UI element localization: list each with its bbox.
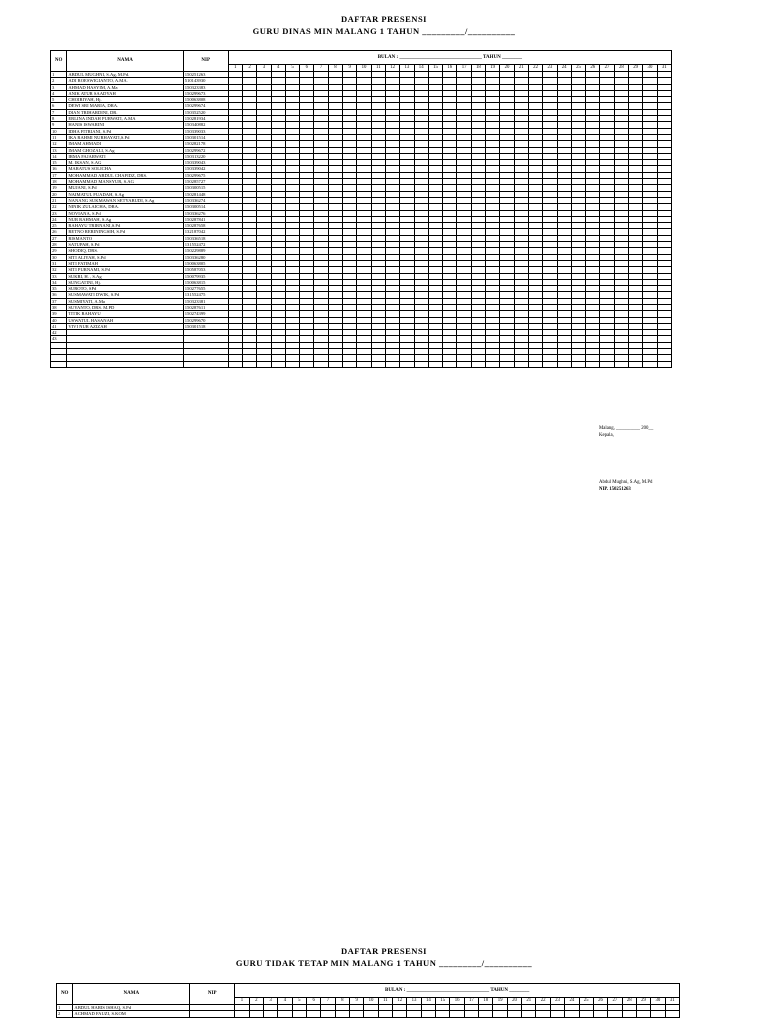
cell-no: 28 <box>51 242 67 248</box>
cell-nama: NINIK ZULAICHA, DRA. <box>67 204 183 210</box>
day-header-11: 11 <box>378 997 392 1004</box>
attendance-cell-day-24[interactable] <box>557 361 571 367</box>
cell-no: 22 <box>51 204 67 210</box>
day-header-24: 24 <box>557 64 571 71</box>
day-header-18: 18 <box>479 997 493 1004</box>
cell-no: 13 <box>51 147 67 153</box>
cell-nama: SITI PURNAMI, S.Pd <box>67 267 183 273</box>
cell-no: 42 <box>51 330 67 336</box>
attendance-cell-day-25[interactable] <box>579 1011 593 1017</box>
cell-nip: 150079935 <box>183 273 228 279</box>
cell-no: 17 <box>51 172 67 178</box>
cell-no: 40 <box>51 317 67 323</box>
cell-no: 31 <box>51 260 67 266</box>
cell-nama: ERLINA INDAH PURWATI, A.MA <box>67 116 183 122</box>
signature-place-date: Malang, __________ 200__ <box>599 426 654 431</box>
day-header-17: 17 <box>457 64 471 71</box>
attendance-table-guru-dinas <box>50 50 672 368</box>
cell-nama: IKA RAHMI NURHAYATI,S.Pd <box>67 134 183 140</box>
cell-no: 16 <box>51 166 67 172</box>
day-header-6: 6 <box>306 997 320 1004</box>
cell-no: 1 <box>57 1005 73 1011</box>
cell-nip: 150301518 <box>183 323 228 329</box>
day-header-4: 4 <box>278 997 292 1004</box>
cell-nama: ACHMAD FAUZI, S.KOM <box>73 1011 190 1017</box>
cell-no: 18 <box>51 179 67 185</box>
cell-nama: NOVIANA, S.Pd <box>67 210 183 216</box>
day-header-3: 3 <box>263 997 277 1004</box>
day-header-25: 25 <box>571 64 585 71</box>
cell-nip: 150063808 <box>183 97 228 103</box>
cell-nip: 150287611 <box>183 304 228 310</box>
table-row <box>51 361 672 367</box>
day-header-22: 22 <box>536 997 550 1004</box>
col-header-nama: NAMA <box>67 51 183 72</box>
attendance-cell-day-23[interactable] <box>543 361 557 367</box>
day-header-2: 2 <box>249 997 263 1004</box>
cell-nip: 150299670 <box>183 317 228 323</box>
cell-no: 33 <box>51 273 67 279</box>
attendance-cell-day-30[interactable] <box>643 361 657 367</box>
day-header-24: 24 <box>565 997 579 1004</box>
attendance-cell-day-2[interactable] <box>249 1011 263 1017</box>
cell-nip: 150336274 <box>183 197 228 203</box>
cell-no: 14 <box>51 153 67 159</box>
cell-no: 32 <box>51 267 67 273</box>
cell-nama: MOHAMMAD ABDUL CHAFIDZ, DRS. <box>67 172 183 178</box>
day-header-7: 7 <box>314 64 328 71</box>
attendance-cell-day-13[interactable] <box>407 1011 421 1017</box>
cell-nip: 150340882 <box>183 122 228 128</box>
day-header-23: 23 <box>543 64 557 71</box>
cell-nip: 150301514 <box>183 134 228 140</box>
cell-nama: HANIS ISWARINI <box>67 122 183 128</box>
cell-nama: USWATUL HASANAH <box>67 317 183 323</box>
cell-nip <box>190 1011 235 1017</box>
attendance-cell-day-9[interactable] <box>350 1011 364 1017</box>
cell-nip: 131552475 <box>183 292 228 298</box>
cell-no: 24 <box>51 216 67 222</box>
cell-nip: 150587053 <box>183 267 228 273</box>
attendance-cell-day-26[interactable] <box>586 361 600 367</box>
cell-no: 15 <box>51 160 67 166</box>
cell-nip: 150352520 <box>183 109 228 115</box>
cell-nip: 510143930 <box>183 78 228 84</box>
day-header-16: 16 <box>450 997 464 1004</box>
day-header-8: 8 <box>335 997 349 1004</box>
attendance-cell-day-14[interactable] <box>421 1011 435 1017</box>
cell-nip: 150287658 <box>183 223 228 229</box>
attendance-cell-day-8[interactable] <box>335 1011 349 1017</box>
day-header-9: 9 <box>350 997 364 1004</box>
day-header-4: 4 <box>271 64 285 71</box>
cell-no: 11 <box>51 134 67 140</box>
attendance-cell-day-16[interactable] <box>450 1011 464 1017</box>
attendance-cell-day-23[interactable] <box>550 1011 564 1017</box>
day-header-15: 15 <box>436 997 450 1004</box>
day-header-22: 22 <box>528 64 542 71</box>
cell-no: 39 <box>51 311 67 317</box>
cell-no: 2 <box>51 78 67 84</box>
cell-no: 3 <box>51 84 67 90</box>
cell-nip: 150229889 <box>183 248 228 254</box>
cell-nama: SATUPAH, S.Pd <box>67 242 183 248</box>
cell-no: 26 <box>51 229 67 235</box>
cell-no: 43 <box>51 336 67 342</box>
day-header-10: 10 <box>357 64 371 71</box>
attendance-cell-day-29[interactable] <box>629 361 643 367</box>
cell-nama: ABDUL MUGHNI, S.Ag, M.Pd. <box>67 72 183 78</box>
day-header-27: 27 <box>600 64 614 71</box>
attendance-cell-day-7[interactable] <box>321 1011 335 1017</box>
cell-nama: DEWI SRI MARIA, DRA. <box>67 103 183 109</box>
cell-nama: ABDUL HARIS ISHAQ, S.Pd <box>73 1005 190 1011</box>
attendance-cell-day-26[interactable] <box>593 1011 607 1017</box>
cell-nama: IDHA FITRIANI, S.Pd <box>67 128 183 134</box>
attendance-cell-day-5[interactable] <box>285 361 299 367</box>
day-header-29: 29 <box>636 997 650 1004</box>
col-header-no: NO <box>57 984 73 1005</box>
cell-no <box>51 361 67 367</box>
cell-nama: MUJANI, S.Pd <box>67 185 183 191</box>
day-header-10: 10 <box>364 997 378 1004</box>
cell-nip: 150300515 <box>183 185 228 191</box>
attendance-cell-day-1[interactable] <box>235 1011 249 1017</box>
cell-nama: MARATUS SOLICHA <box>67 166 183 172</box>
attendance-cell-day-20[interactable] <box>500 361 514 367</box>
day-header-7: 7 <box>321 997 335 1004</box>
cell-nama: SUNGATINI, Hj. <box>67 279 183 285</box>
attendance-cell-day-21[interactable] <box>522 1011 536 1017</box>
cell-nama: RETNO RERININGSIH, S.Pd <box>67 229 183 235</box>
attendance-cell-day-28[interactable] <box>614 361 628 367</box>
cell-no: 34 <box>51 279 67 285</box>
col-header-bulan-tahun: BULAN : _________________________________ TAHUN ________ <box>228 51 671 65</box>
cell-no: 1 <box>51 72 67 78</box>
day-header-9: 9 <box>343 64 357 71</box>
cell-nip: 131552472 <box>183 242 228 248</box>
attendance-cell-day-4[interactable] <box>278 1011 292 1017</box>
cell-nip: 150274399 <box>183 311 228 317</box>
attendance-cell-day-31[interactable] <box>657 361 671 367</box>
cell-no: 2 <box>57 1011 73 1017</box>
cell-no: 20 <box>51 191 67 197</box>
day-header-12: 12 <box>393 997 407 1004</box>
cell-nama: SHODIQ, DRS. <box>67 248 183 254</box>
cell-nip: 150323381 <box>183 298 228 304</box>
col-header-nip: NIP <box>190 984 235 1005</box>
cell-nip: 150313220 <box>183 153 228 159</box>
day-header-19: 19 <box>486 64 500 71</box>
cell-no: 6 <box>51 103 67 109</box>
cell-no: 7 <box>51 109 67 115</box>
cell-nip: 150299674 <box>183 103 228 109</box>
attendance-cell-day-28[interactable] <box>622 1011 636 1017</box>
table-row <box>57 1011 680 1017</box>
day-header-15: 15 <box>428 64 442 71</box>
cell-nama: CHOIRIYAH, Hj. <box>67 97 183 103</box>
day-header-8: 8 <box>328 64 342 71</box>
cell-nip: 150299672 <box>183 147 228 153</box>
day-header-14: 14 <box>414 64 428 71</box>
day-header-17: 17 <box>464 997 478 1004</box>
signature-nip: NIP. 150251263 <box>599 487 631 492</box>
cell-nip: 150339042 <box>183 166 228 172</box>
day-header-1: 1 <box>235 997 249 1004</box>
col-header-no: NO <box>51 51 67 72</box>
day-header-11: 11 <box>371 64 385 71</box>
cell-no: 8 <box>51 116 67 122</box>
cell-nama: MOHAMMAD MANSYUR, S.AG <box>67 179 183 185</box>
cell-nip: 150063805 <box>183 260 228 266</box>
cell-nama: RAHAYU TRIRNANI,S.Pd <box>67 223 183 229</box>
cell-nip: 150063815 <box>183 279 228 285</box>
day-header-18: 18 <box>471 64 485 71</box>
attendance-cell-day-6[interactable] <box>306 1011 320 1017</box>
col-header-nama: NAMA <box>73 984 190 1005</box>
col-header-nip: NIP <box>183 51 228 72</box>
cell-nip: 150285727 <box>183 179 228 185</box>
cell-nama: SUSMIYATI, A.Ma <box>67 298 183 304</box>
cell-no: 30 <box>51 254 67 260</box>
attendance-cell-day-6[interactable] <box>300 361 314 367</box>
attendance-cell-day-15[interactable] <box>428 361 442 367</box>
cell-nama: TITIK RAHAYU <box>67 311 183 317</box>
attendance-cell-day-20[interactable] <box>507 1011 521 1017</box>
attendance-cell-day-30[interactable] <box>651 1011 665 1017</box>
day-header-21: 21 <box>522 997 536 1004</box>
attendance-cell-day-15[interactable] <box>436 1011 450 1017</box>
section1-subtitle: GURU DINAS MIN MALANG 1 TAHUN _________/__________ <box>252 26 516 36</box>
cell-no: 23 <box>51 210 67 216</box>
cell-no: 35 <box>51 286 67 292</box>
attendance-cell-day-25[interactable] <box>571 361 585 367</box>
attendance-cell-day-4[interactable] <box>271 361 285 367</box>
cell-nip: 150299675 <box>183 172 228 178</box>
cell-no: 4 <box>51 90 67 96</box>
day-header-2: 2 <box>242 64 256 71</box>
attendance-cell-day-8[interactable] <box>328 361 342 367</box>
attendance-cell-day-21[interactable] <box>514 361 528 367</box>
attendance-cell-day-22[interactable] <box>536 1011 550 1017</box>
day-header-1: 1 <box>228 64 242 71</box>
attendance-cell-day-16[interactable] <box>443 361 457 367</box>
attendance-cell-day-19[interactable] <box>493 1011 507 1017</box>
cell-no: 12 <box>51 141 67 147</box>
cell-no: 19 <box>51 185 67 191</box>
attendance-cell-day-18[interactable] <box>471 361 485 367</box>
signature-name: Abdul Mughni, S.Ag, M.Pd <box>599 480 653 485</box>
day-header-31: 31 <box>665 997 679 1004</box>
cell-nip: 150336518 <box>183 235 228 241</box>
cell-nama: SUSMAWATI DWIK, S.Pd <box>67 292 183 298</box>
attendance-cell-day-24[interactable] <box>565 1011 579 1017</box>
cell-no: 5 <box>51 97 67 103</box>
cell-nip: 132187042 <box>183 229 228 235</box>
day-header-19: 19 <box>493 997 507 1004</box>
day-header-3: 3 <box>257 64 271 71</box>
cell-nip: 150251263 <box>183 72 228 78</box>
cell-no: 36 <box>51 292 67 298</box>
cell-nama: SITI FATIMAH <box>67 260 183 266</box>
cell-no: 21 <box>51 197 67 203</box>
col-header-bulan-tahun: BULAN : _________________________________ TAHUN ________ <box>235 984 680 998</box>
day-header-27: 27 <box>608 997 622 1004</box>
cell-nip: 150277655 <box>183 286 228 292</box>
cell-nama: M. IKSAN, S.AG <box>67 160 183 166</box>
attendance-cell-day-13[interactable] <box>400 361 414 367</box>
cell-no: 37 <box>51 298 67 304</box>
cell-nip: 150336276 <box>183 210 228 216</box>
cell-nama: SITI ALIYAH, S.Pd <box>67 254 183 260</box>
day-header-28: 28 <box>614 64 628 71</box>
day-header-23: 23 <box>550 997 564 1004</box>
cell-nama: IRMA FAJARWATI <box>67 153 183 159</box>
cell-no: 27 <box>51 235 67 241</box>
section2-subtitle: GURU TIDAK TETAP MIN MALANG 1 TAHUN _________/__________ <box>235 958 533 968</box>
attendance-cell-day-17[interactable] <box>464 1011 478 1017</box>
attendance-cell-day-7[interactable] <box>314 361 328 367</box>
cell-nama: VIVI NUR AZIZAH <box>67 323 183 329</box>
day-header-26: 26 <box>593 997 607 1004</box>
cell-nama: IMAM AHMADI <box>67 141 183 147</box>
cell-nip: 150282178 <box>183 141 228 147</box>
attendance-cell-day-5[interactable] <box>292 1011 306 1017</box>
section2-title: DAFTAR PRESENSI <box>341 946 427 956</box>
cell-no: 38 <box>51 304 67 310</box>
cell-no: 10 <box>51 128 67 134</box>
cell-nama <box>67 361 183 367</box>
cell-no: 9 <box>51 122 67 128</box>
attendance-cell-day-11[interactable] <box>371 361 385 367</box>
cell-nip: 150300514 <box>183 204 228 210</box>
day-header-25: 25 <box>579 997 593 1004</box>
day-header-13: 13 <box>400 64 414 71</box>
cell-nama: NUR RAHMAH, S.Ag <box>67 216 183 222</box>
cell-nip: 150281934 <box>183 116 228 122</box>
cell-nip: 150336280 <box>183 254 228 260</box>
cell-no: 25 <box>51 223 67 229</box>
attendance-cell-day-29[interactable] <box>636 1011 650 1017</box>
day-header-31: 31 <box>657 64 671 71</box>
day-header-20: 20 <box>507 997 521 1004</box>
day-header-13: 13 <box>407 997 421 1004</box>
cell-nama: AHMAD HASYIM, A.Ma <box>67 84 183 90</box>
attendance-cell-day-22[interactable] <box>528 361 542 367</box>
cell-no: 29 <box>51 248 67 254</box>
attendance-cell-day-19[interactable] <box>486 361 500 367</box>
section1-title: DAFTAR PRESENSI <box>341 14 427 24</box>
attendance-cell-day-10[interactable] <box>357 361 371 367</box>
attendance-cell-day-27[interactable] <box>600 361 614 367</box>
day-header-6: 6 <box>300 64 314 71</box>
attendance-cell-day-12[interactable] <box>385 361 399 367</box>
day-header-28: 28 <box>622 997 636 1004</box>
attendance-cell-day-3[interactable] <box>257 361 271 367</box>
attendance-cell-day-2[interactable] <box>242 361 256 367</box>
cell-nama: NANANG SUKMAWAN SETYABUDI, S.Ag <box>67 197 183 203</box>
cell-nama: SUKRI, H. , S.Ag <box>67 273 183 279</box>
cell-nama: SUYANTO, DRS. M.PD <box>67 304 183 310</box>
attendance-cell-day-3[interactable] <box>263 1011 277 1017</box>
attendance-cell-day-10[interactable] <box>364 1011 378 1017</box>
cell-nip: 150299673 <box>183 90 228 96</box>
attendance-cell-day-17[interactable] <box>457 361 471 367</box>
attendance-cell-day-11[interactable] <box>378 1011 392 1017</box>
cell-nip: 150281448 <box>183 191 228 197</box>
cell-nama: IMAM GHOZALI, S.Ag <box>67 147 183 153</box>
cell-nama: ANIK ATUR SAADYAH <box>67 90 183 96</box>
day-header-30: 30 <box>651 997 665 1004</box>
attendance-cell-day-31[interactable] <box>665 1011 679 1017</box>
cell-nama: SUROTO, SPd <box>67 286 183 292</box>
cell-nip: 150323383 <box>183 84 228 90</box>
day-header-12: 12 <box>385 64 399 71</box>
signature-role: Kepala, <box>599 433 614 438</box>
attendance-cell-day-18[interactable] <box>479 1011 493 1017</box>
cell-nip: 150339033 <box>183 128 228 134</box>
cell-nip: 150287841 <box>183 216 228 222</box>
attendance-table-guru-tidak-tetap <box>56 983 680 1018</box>
day-header-30: 30 <box>643 64 657 71</box>
attendance-cell-day-9[interactable] <box>343 361 357 367</box>
day-header-5: 5 <box>292 997 306 1004</box>
day-header-14: 14 <box>421 997 435 1004</box>
cell-nama: NAIMATUL FUADAH, S.Ag <box>67 191 183 197</box>
cell-nama: RISMANTO <box>67 235 183 241</box>
day-header-29: 29 <box>629 64 643 71</box>
cell-nama: ADI ROESWIGIANTO, A.MA. <box>67 78 183 84</box>
attendance-cell-day-27[interactable] <box>608 1011 622 1017</box>
attendance-cell-day-14[interactable] <box>414 361 428 367</box>
day-header-26: 26 <box>586 64 600 71</box>
day-header-5: 5 <box>285 64 299 71</box>
cell-nip <box>183 361 228 367</box>
day-header-20: 20 <box>500 64 514 71</box>
attendance-cell-day-12[interactable] <box>393 1011 407 1017</box>
cell-no: 41 <box>51 323 67 329</box>
day-header-21: 21 <box>514 64 528 71</box>
cell-nama: DIAN TRIHARDINI, DR. <box>67 109 183 115</box>
attendance-cell-day-1[interactable] <box>228 361 242 367</box>
day-header-16: 16 <box>443 64 457 71</box>
cell-nip: 150339043 <box>183 160 228 166</box>
